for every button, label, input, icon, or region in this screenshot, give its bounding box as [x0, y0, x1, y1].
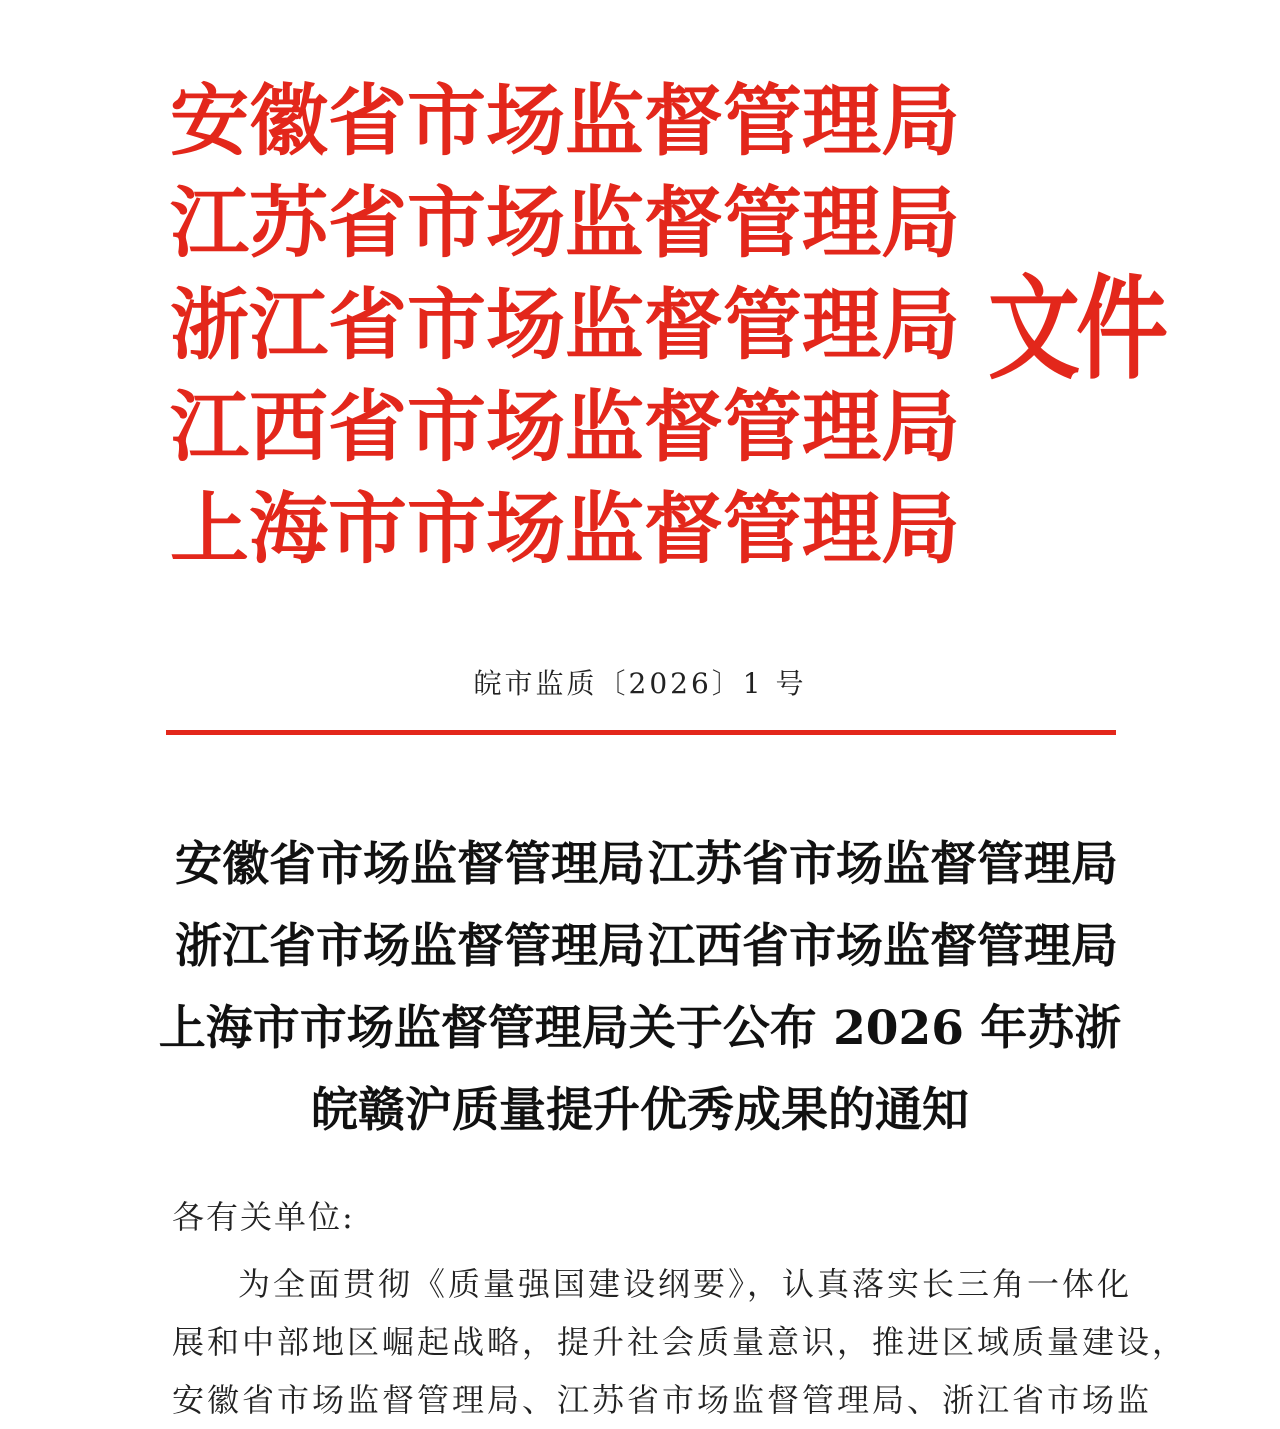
title-agency: 江苏省市场监督管理局 [648, 837, 1118, 892]
agency-name: 安徽省市场监督管理局 [170, 74, 960, 167]
document-title [150, 830, 1130, 1158]
title-line [150, 912, 1130, 994]
document-number: 皖市监质〔2026〕1 号 [473, 667, 807, 700]
red-divider [166, 730, 1116, 735]
title-line [150, 830, 1130, 912]
body-paragraph [172, 1255, 1188, 1429]
agency-name: 江西省市场监督管理局 [170, 380, 960, 473]
body-line: 安徽省市场监督管理局、江苏省市场监督管理局、浙江省市场监 [172, 1381, 1153, 1419]
title-agency: 浙江省市场监督管理局 [175, 919, 645, 974]
issuing-agencies [170, 70, 960, 580]
title-line: 上海市市场监督管理局关于公布 2026 年苏浙 [158, 1001, 1122, 1056]
body-line: 为全面贯彻《质量强国建设纲要》，认真落实长三角一体化 [238, 1265, 1133, 1303]
body-line: 展和中部地区崛起战略，提升社会质量意识，推进区域质量建设， [172, 1323, 1188, 1361]
title-agency: 江西省市场监督管理局 [648, 919, 1118, 974]
title-line: 皖赣沪质量提升优秀成果的通知 [311, 1083, 969, 1138]
document-word: 文件 [988, 264, 1165, 395]
salutation: 各有关单位: [172, 1198, 355, 1236]
agency-name: 上海市市场监督管理局 [170, 482, 960, 575]
agency-name: 浙江省市场监督管理局 [170, 278, 960, 371]
red-header [170, 70, 1165, 575]
agency-name: 江苏省市场监督管理局 [170, 176, 960, 269]
title-agency: 安徽省市场监督管理局 [175, 837, 645, 892]
